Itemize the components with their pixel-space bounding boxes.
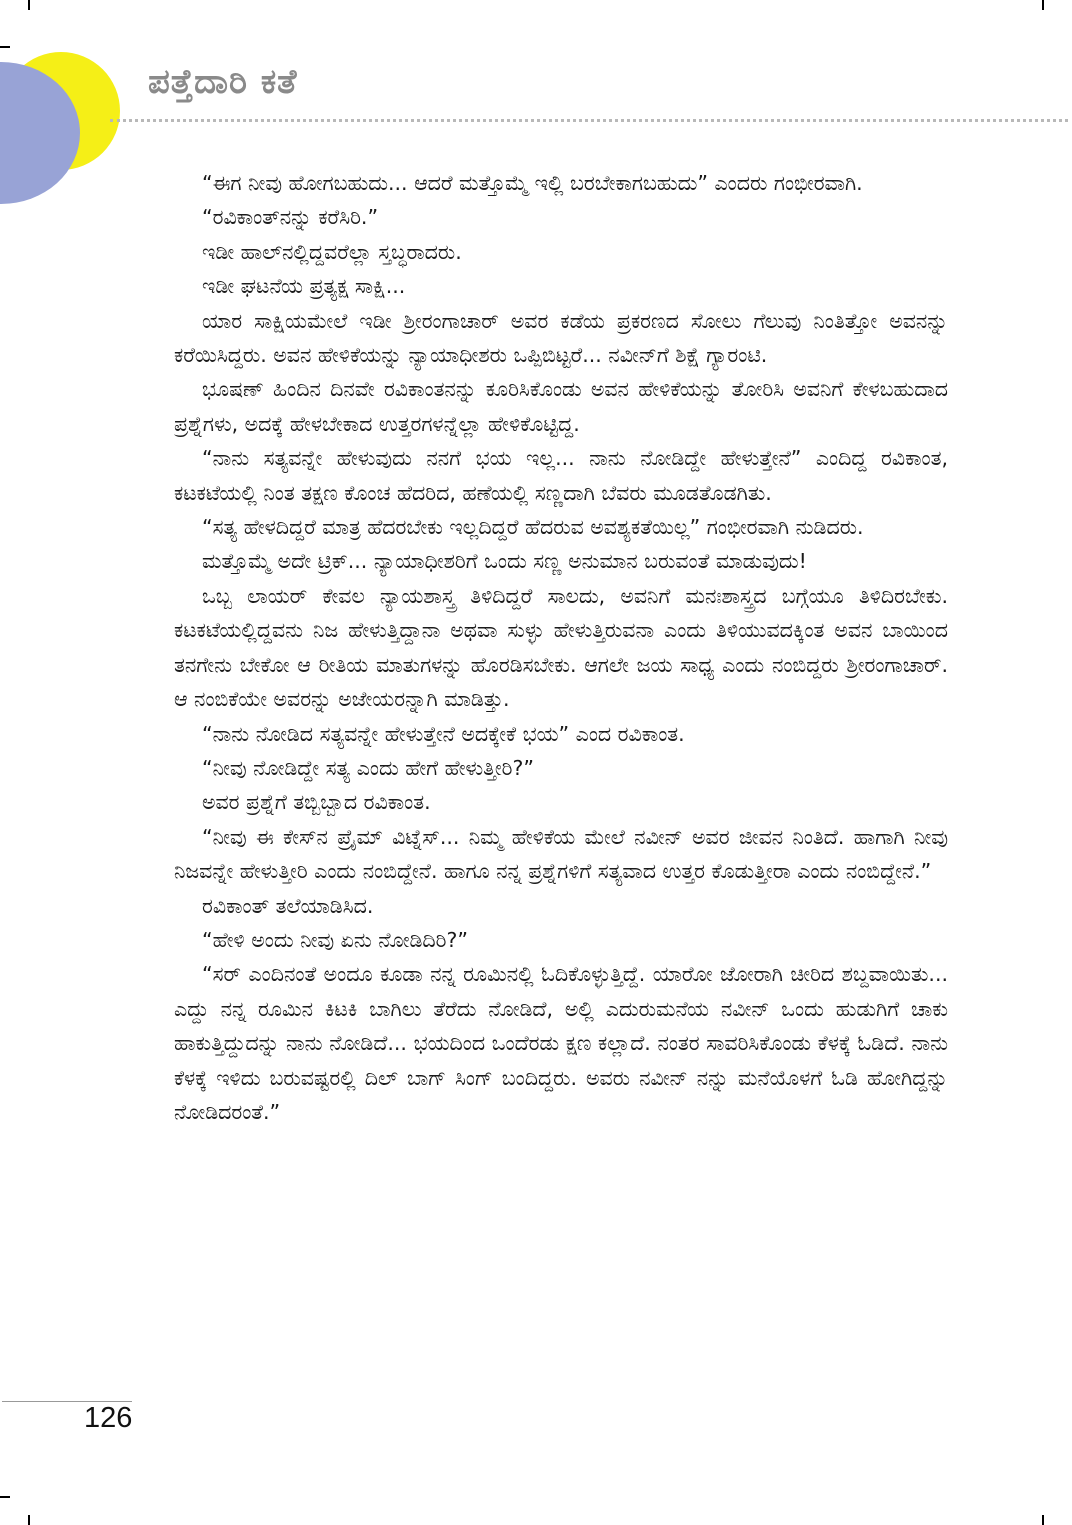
paragraph: ಇಡೀ ಘಟನೆಯ ಪ್ರತ್ಯಕ್ಷ ಸಾಕ್ಷಿ... [202, 274, 406, 299]
paragraph: “ಸತ್ಯ ಹೇಳದಿದ್ದರೆ ಮಾತ್ರ ಹೆದರಬೇಕು ಇಲ್ಲದಿದ್ದರೆ ಹೆದರುವ ಅವಶ್ಯಕತೆಯಿಲ್ಲ” ಗಂಭೀರವಾಗಿ ನುಡಿದರು. [202, 515, 864, 540]
paragraph: ಅವರ ಪ್ರಶ್ನೆಗೆ ತಬ್ಬಿಬ್ಬಾದ ರವಿಕಾಂತ. [202, 790, 431, 815]
paragraph: ಒಬ್ಬ ಲಾಯರ್ ಕೇವಲ ನ್ಯಾಯಶಾಸ್ತ್ರ ತಿಳಿದಿದ್ದರೆ ಸಾಲದು, ಅವನಿಗೆ ಮನಃಶಾಸ್ತ್ರದ ಬಗ್ಗೆಯೂ ತಿಳಿದಿರಬೇಕು. ಕಟಕಟೆಯಲ್ಲಿದ್ದವನು ನಿಜ ಹೇಳುತ್ತಿದ್ದಾನಾ ಅಥವಾ ಸುಳ್ಳು ಹೇಳುತ್ತಿರುವನಾ ಎಂದು ತಿಳಿಯುವದಕ್ಕಿಂತ ಅವನ ಬಾಯಿಂದ ತನಗೇನು ಬೇಕೋ ಆ ರೀತಿಯ ಮಾತುಗಳನ್ನು ಹೊರಡಿಸಬೇಕು. ಆಗಲೇ ಜಯ ಸಾಧ್ಯ ಎಂದು ನಂಬಿದ್ದರು ಶ್ರೀರಂಗಾಚಾರ್. ಆ ನಂಬಿಕೆಯೇ ಅವರನ್ನು ಅಜೇಯರನ್ನಾಗಿ ಮಾಡಿತ್ತು. [174, 583, 948, 712]
crop-mark-bottom-right [1042, 1515, 1044, 1525]
header-dotted-rule [110, 119, 1068, 122]
paragraph: “ನೀವು ಈ ಕೇಸ್‌ನ ಪ್ರೈಮ್ ವಿಟ್ನೆಸ್... ನಿಮ್ಮ ಹೇಳಿಕೆಯ ಮೇಲೆ ನವೀನ್ ಅವರ ಜೀವನ ನಿಂತಿದೆ. ಹಾಗಾಗಿ ನೀವು ನಿಜವನ್ನೇ ಹೇಳುತ್ತೀರಿ ಎಂದು ನಂಬಿದ್ದೇನೆ. ಹಾಗೂ ನನ್ನ ಪ್ರಶ್ನೆಗಳಿಗೆ ಸತ್ಯವಾದ ಉತ್ತರ ಕೊಡುತ್ತೀರಾ ಎಂದು ನಂಬಿದ್ದೇನೆ.” [174, 824, 948, 884]
paragraph: ಇಡೀ ಹಾಲ್‌ನಲ್ಲಿದ್ದವರೆಲ್ಲಾ ಸ್ತಬ್ಧರಾದರು. [202, 239, 462, 264]
paragraph: “ಸರ್ ಎಂದಿನಂತೆ ಅಂದೂ ಕೂಡಾ ನನ್ನ ರೂಮಿನಲ್ಲಿ ಓದಿಕೊಳ್ಳುತ್ತಿದ್ದೆ. ಯಾರೋ ಜೋರಾಗಿ ಚೀರಿದ ಶಬ್ದವಾಯಿತು... ಎದ್ದು ನನ್ನ ರೂಮಿನ ಕಿಟಕಿ ಬಾಗಿಲು ತೆರೆದು ನೋಡಿದೆ, ಅಲ್ಲಿ ಎದುರುಮನೆಯ ನವೀನ್ ಒಂದು ಹುಡುಗಿಗೆ ಚಾಕು ಹಾಕುತ್ತಿದ್ದುದನ್ನು ನಾನು ನೋಡಿದೆ... ಭಯದಿಂದ ಒಂದೆರಡು ಕ್ಷಣ ಕಲ್ಲಾದೆ. ನಂತರ ಸಾವರಿಸಿಕೊಂಡು ಕೆಳಕ್ಕೆ ಓಡಿದೆ. ನಾನು ಕೆಳಕ್ಕೆ ಇಳಿದು ಬರುವಷ್ಟರಲ್ಲಿ ದಿಲ್ ಬಾಗ್ ಸಿಂಗ್ ಬಂದಿದ್ದರು. ಅವರು ನವೀನ್ ನನ್ನು ಮನೆಯೊಳಗೆ ಓಡಿ ಹೋಗಿದ್ದನ್ನು ನೋಡಿದರಂತೆ.” [174, 962, 948, 1124]
crop-mark-top-right [1042, 0, 1044, 10]
paragraph: ಯಾರ ಸಾಕ್ಷಿಯಮೇಲೆ ಇಡೀ ಶ್ರೀರಂಗಾಚಾರ್ ಅವರ ಕಡೆಯ ಪ್ರಕರಣದ ಸೋಲು ಗೆಲುವು ನಿಂತಿತ್ತೋ ಅವನನ್ನು ಕರೆಯಿಸಿದ್ದರು. ಅವನ ಹೇಳಿಕೆಯನ್ನು ನ್ಯಾಯಾಧೀಶರು ಒಪ್ಪಿಬಿಟ್ಟರೆ... ನವೀನ್‌ಗೆ ಶಿಕ್ಷೆ ಗ್ಯಾರಂಟಿ. [174, 308, 948, 368]
paragraph: “ಈಗ ನೀವು ಹೋಗಬಹುದು... ಆದರೆ ಮತ್ತೊಮ್ಮೆ ಇಲ್ಲಿ ಬರಬೇಕಾಗಬಹುದು” ಎಂದರು ಗಂಭೀರವಾಗಿ. [202, 171, 863, 195]
paragraph: “ನೀವು ನೋಡಿದ್ದೇ ಸತ್ಯ ಎಂದು ಹೇಗೆ ಹೇಳುತ್ತೀರಿ?” [202, 755, 535, 780]
paragraph: ಮತ್ತೊಮ್ಮೆ ಅದೇ ಟ್ರಿಕ್... ನ್ಯಾಯಾಧೀಶರಿಗೆ ಒಂದು ಸಣ್ಣ ಅನುಮಾನ ಬರುವಂತೆ ಮಾಡುವುದು! [202, 549, 807, 574]
crop-mark-bottom-left [28, 1515, 30, 1525]
page-number: 126 [84, 1402, 133, 1434]
crop-mark-top-left [28, 0, 30, 10]
paragraph: “ನಾನು ನೋಡಿದ ಸತ್ಯವನ್ನೇ ಹೇಳುತ್ತೇನೆ ಅದಕ್ಕೇಕೆ ಭಯ” ಎಂದ ರವಿಕಾಂತ. [202, 721, 685, 746]
paragraph: “ಹೇಳಿ ಅಂದು ನೀವು ಏನು ನೋಡಿದಿರಿ?” [202, 927, 468, 952]
paragraph: ಭೂಷಣ್ ಹಿಂದಿನ ದಿನವೇ ರವಿಕಾಂತನನ್ನು ಕೂರಿಸಿಕೊಂಡು ಅವನ ಹೇಳಿಕೆಯನ್ನು ತೋರಿಸಿ ಅವನಿಗೆ ಕೇಳಬಹುದಾದ ಪ್ರಶ್ನೆಗಳು, ಅದಕ್ಕೆ ಹೇಳಬೇಕಾದ ಉತ್ತರಗಳನ್ನೆಲ್ಲಾ ಹೇಳಿಕೊಟ್ಟಿದ್ದ. [174, 377, 948, 436]
crop-mark-left-lower [0, 1496, 10, 1498]
running-header-title: ಪತ್ತೆದಾರಿ ಕತೆ [148, 62, 298, 102]
story-body [174, 166, 948, 1129]
paragraph: “ನಾನು ಸತ್ಯವನ್ನೇ ಹೇಳುವುದು ನನಗೆ ಭಯ ಇಲ್ಲ... ನಾನು ನೋಡಿದ್ದೇ ಹೇಳುತ್ತೇನೆ” ಎಂದಿದ್ದ ರವಿಕಾಂತ, ಕಟಕಟೆಯಲ್ಲಿ ನಿಂತ ತಕ್ಷಣ ಕೊಂಚ ಹೆದರಿದ, ಹಣೆಯಲ್ಲಿ ಸಣ್ಣದಾಗಿ ಬೆವರು ಮೂಡತೊಡಗಿತು. [174, 446, 948, 505]
crop-mark-left-upper [0, 46, 10, 48]
paragraph: “ರವಿಕಾಂತ್‌ನನ್ನು ಕರೆಸಿರಿ.” [202, 205, 379, 230]
paragraph: ರವಿಕಾಂತ್ ತಲೆಯಾಡಿಸಿದ. [202, 893, 374, 918]
